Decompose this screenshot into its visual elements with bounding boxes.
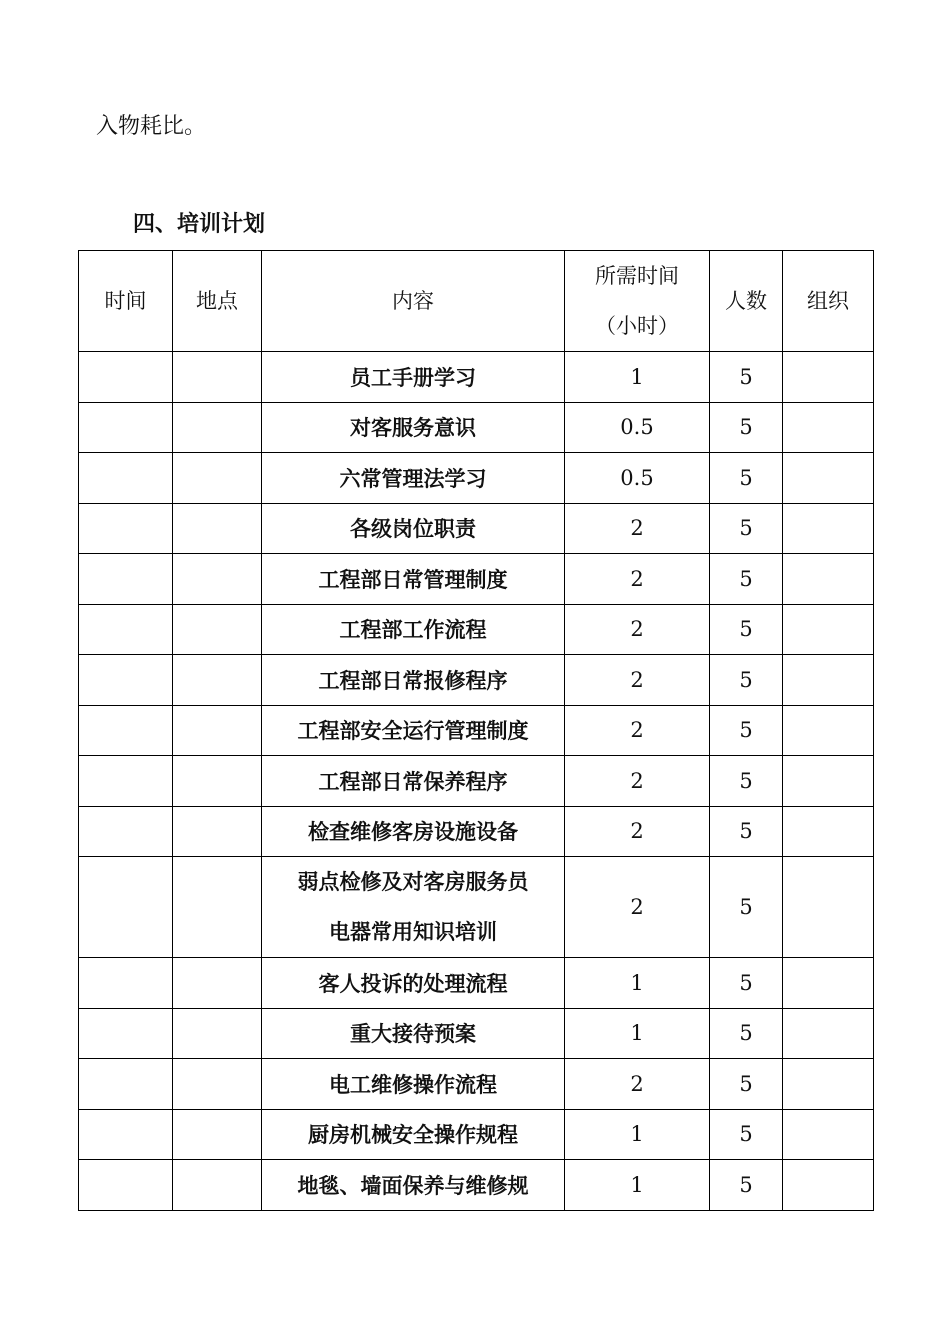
cell-hours: 2 [565, 857, 710, 958]
table-header-row [79, 251, 874, 352]
cell-hours: 1 [565, 1109, 710, 1160]
cell-location [173, 756, 262, 807]
table-row [79, 756, 874, 807]
cell-content: 工程部日常管理制度 [262, 554, 565, 605]
cell-time [79, 958, 173, 1009]
cell-hours: 1 [565, 958, 710, 1009]
table-row [79, 958, 874, 1009]
cell-hours: 2 [565, 756, 710, 807]
cell-content: 工程部日常报修程序 [262, 655, 565, 706]
cell-organizer [783, 352, 874, 403]
cell-content: 客人投诉的处理流程 [262, 958, 565, 1009]
table-row [79, 1109, 874, 1160]
cell-location [173, 857, 262, 958]
cell-organizer [783, 1109, 874, 1160]
section-heading: 四、培训计划 [133, 212, 266, 237]
table-row [79, 806, 874, 857]
cell-time [79, 857, 173, 958]
table-row [79, 1059, 874, 1110]
cell-time [79, 352, 173, 403]
cell-hours: 2 [565, 705, 710, 756]
cell-people: 5 [710, 857, 783, 958]
cell-content-line2: 电器常用知识培训 [329, 920, 497, 944]
header-hours-line1: 所需时间 [595, 264, 679, 288]
header-people: 人数 [710, 251, 783, 352]
cell-content-line1: 弱点检修及对客房服务员 [297, 870, 529, 894]
cell-time [79, 806, 173, 857]
cell-content: 工程部日常保养程序 [262, 756, 565, 807]
table-row [79, 402, 874, 453]
cell-people: 5 [710, 453, 783, 504]
cell-content: 各级岗位职责 [262, 503, 565, 554]
cell-people: 5 [710, 1008, 783, 1059]
cell-time [79, 503, 173, 554]
cell-time [79, 655, 173, 706]
cell-location [173, 352, 262, 403]
cell-hours: 1 [565, 352, 710, 403]
cell-organizer [783, 604, 874, 655]
cell-hours: 1 [565, 1160, 710, 1211]
cell-organizer [783, 1059, 874, 1110]
cell-organizer [783, 756, 874, 807]
cell-location [173, 604, 262, 655]
cell-time [79, 604, 173, 655]
cell-hours: 2 [565, 503, 710, 554]
cell-location [173, 402, 262, 453]
cell-people: 5 [710, 604, 783, 655]
cell-organizer [783, 1008, 874, 1059]
cell-time [79, 1160, 173, 1211]
table-row [79, 352, 874, 403]
table-row [79, 857, 874, 958]
cell-content: 重大接待预案 [262, 1008, 565, 1059]
cell-location [173, 1160, 262, 1211]
cell-people: 5 [710, 958, 783, 1009]
cell-time [79, 453, 173, 504]
table-row [79, 1008, 874, 1059]
cell-time [79, 554, 173, 605]
cell-people: 5 [710, 402, 783, 453]
header-time: 时间 [79, 251, 173, 352]
cell-location [173, 453, 262, 504]
cell-hours: 2 [565, 1059, 710, 1110]
table-row [79, 453, 874, 504]
cell-location [173, 958, 262, 1009]
cell-people: 5 [710, 1059, 783, 1110]
cell-location [173, 554, 262, 605]
cell-location [173, 1008, 262, 1059]
cell-people: 5 [710, 655, 783, 706]
cell-hours: 0.5 [565, 402, 710, 453]
cell-hours: 2 [565, 655, 710, 706]
table-row [79, 554, 874, 605]
cell-organizer [783, 958, 874, 1009]
cell-people: 5 [710, 705, 783, 756]
cell-organizer [783, 1160, 874, 1211]
cell-people: 5 [710, 352, 783, 403]
cell-hours: 2 [565, 604, 710, 655]
cell-content: 检查维修客房设施设备 [262, 806, 565, 857]
cell-organizer [783, 402, 874, 453]
cell-location [173, 806, 262, 857]
cell-organizer [783, 453, 874, 504]
cell-hours: 1 [565, 1008, 710, 1059]
header-location: 地点 [173, 251, 262, 352]
table-row [79, 604, 874, 655]
cell-time [79, 705, 173, 756]
cell-people: 5 [710, 554, 783, 605]
cell-content: 员工手册学习 [262, 352, 565, 403]
header-hours-line2: （小时） [595, 314, 679, 338]
cell-content: 工程部安全运行管理制度 [262, 705, 565, 756]
cell-people: 5 [710, 1160, 783, 1211]
cell-people: 5 [710, 806, 783, 857]
header-content: 内容 [262, 251, 565, 352]
table-row [79, 705, 874, 756]
cell-people: 5 [710, 756, 783, 807]
cell-hours: 2 [565, 554, 710, 605]
cell-people: 5 [710, 503, 783, 554]
table-body [79, 352, 874, 1211]
cell-content: 六常管理法学习 [262, 453, 565, 504]
cell-organizer [783, 655, 874, 706]
table-row [79, 1160, 874, 1211]
cell-organizer [783, 705, 874, 756]
cell-hours: 0.5 [565, 453, 710, 504]
cell-organizer [783, 554, 874, 605]
cell-location [173, 503, 262, 554]
cell-organizer [783, 503, 874, 554]
cell-organizer [783, 857, 874, 958]
cell-time [79, 1109, 173, 1160]
cell-location [173, 655, 262, 706]
cell-content: 电工维修操作流程 [262, 1059, 565, 1110]
cell-time [79, 1008, 173, 1059]
cell-people: 5 [710, 1109, 783, 1160]
cell-content: 厨房机械安全操作规程 [262, 1109, 565, 1160]
cell-organizer [783, 806, 874, 857]
cell-time [79, 402, 173, 453]
table-row [79, 655, 874, 706]
training-plan-table [78, 250, 874, 1211]
header-hours [565, 251, 710, 352]
cell-content: 工程部工作流程 [262, 604, 565, 655]
cell-content: 对客服务意识 [262, 402, 565, 453]
cell-location [173, 1059, 262, 1110]
cell-time [79, 756, 173, 807]
cell-content: 地毯、墙面保养与维修规 [262, 1160, 565, 1211]
cell-content [262, 857, 565, 958]
table-row [79, 503, 874, 554]
cell-time [79, 1059, 173, 1110]
cell-location [173, 1109, 262, 1160]
header-organizer: 组织 [783, 251, 874, 352]
cell-location [173, 705, 262, 756]
lead-text: 入物耗比。 [96, 114, 207, 139]
cell-hours: 2 [565, 806, 710, 857]
